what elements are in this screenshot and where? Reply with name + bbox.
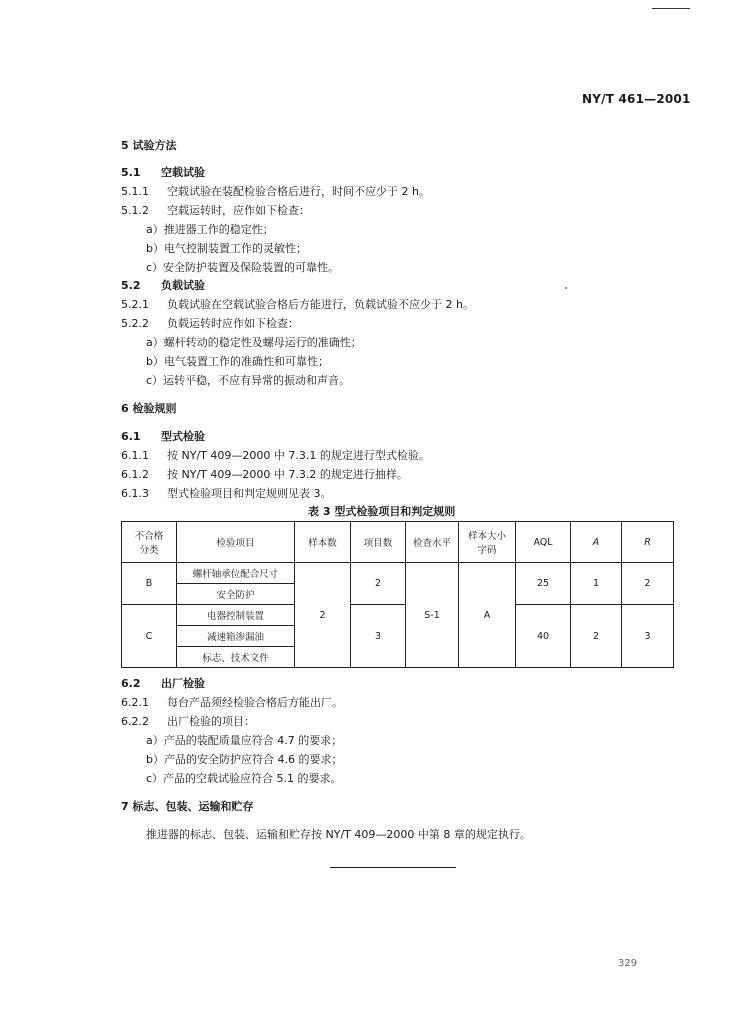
header-text: 不合格 [134, 531, 164, 542]
table-cell-item: 标志、技术文件 [177, 647, 295, 668]
table-cell-ac: 1 [571, 563, 622, 605]
clause-number: 5.2.2 [121, 317, 149, 330]
class-b: B [122, 563, 177, 605]
section-heading: 出厂检验 [161, 677, 205, 690]
list-item: a）产品的装配质量应符合 4.7 的要求； [146, 734, 343, 747]
clause-number: 6.2.1 [121, 696, 149, 709]
section-7-title: 7 标志、包装、运输和贮存 [121, 800, 254, 813]
scan-speck [565, 287, 567, 289]
clause-text: 按 NY/T 409—2000 中 7.3.1 的规定进行型式检验。 [167, 449, 430, 462]
table-cell-code: A [459, 563, 516, 668]
table-cell-level: S-1 [406, 563, 459, 668]
header-inspection-level: 检查水平 [406, 522, 459, 563]
clause-number: 5.1.2 [121, 204, 149, 217]
clause-text: 型式检验项目和判定规则见表 3。 [167, 487, 332, 500]
standard-code: NY/T 461—2001 [582, 92, 691, 106]
header-ac: A [571, 522, 622, 563]
section-5-title: 5 试验方法 [121, 139, 177, 152]
section-5-2 [121, 277, 205, 293]
list-item: b）电气控制装置工作的灵敏性； [146, 242, 307, 255]
table-cell-item: 减速箱渗漏油 [177, 626, 295, 647]
table-cell-count: 2 [351, 563, 406, 605]
section-heading: 型式检验 [161, 430, 205, 443]
page-number: 329 [618, 958, 638, 969]
clause-5-1-1 [121, 183, 430, 199]
clause-number: 6.1.1 [121, 449, 149, 462]
clause-text: 空载运转时，应作如下检查： [167, 204, 310, 217]
clause-6-1-1 [121, 447, 430, 463]
table-caption: 表 3 型式检验项目和判定规则 [308, 505, 456, 518]
clause-6-2-1 [121, 694, 343, 710]
table-cell-item: 螺杆轴承位配合尺寸 [177, 563, 295, 584]
section-number: 5.1 [121, 166, 141, 179]
header-defect-class [122, 522, 177, 563]
header-aql: AQL [516, 522, 571, 563]
clause-number: 6.2.2 [121, 715, 149, 728]
section-number: 6.2 [121, 677, 141, 690]
clause-5-2-1 [121, 296, 474, 312]
header-re: R [622, 522, 674, 563]
table-cell-aql: 40 [516, 605, 571, 668]
section-number: 6.1 [121, 430, 141, 443]
header-text: 字码 [477, 545, 497, 556]
inspection-table [121, 521, 674, 668]
header-item-count: 项目数 [351, 522, 406, 563]
header-sample-code [459, 522, 516, 563]
section-6-title: 6 检验规则 [121, 402, 177, 415]
table-cell-count: 3 [351, 605, 406, 668]
clause-number: 6.1.2 [121, 468, 149, 481]
list-item: c）产品的空载试验应符合 5.1 的要求。 [146, 772, 342, 785]
section-7-text: 推进器的标志、包装、运输和贮存按 NY/T 409—2000 中第 8 章的规定执行。 [146, 828, 531, 841]
header-text: 分类 [139, 545, 159, 556]
table-cell-re: 2 [622, 563, 674, 605]
clause-text: 出厂检验的项目： [167, 715, 255, 728]
clause-6-2-2 [121, 713, 255, 729]
clause-5-2-2 [121, 315, 299, 331]
list-item: a）推进器工作的稳定性； [146, 223, 274, 236]
table-cell-re: 3 [622, 605, 674, 668]
class-c: C [122, 605, 177, 668]
section-6-2 [121, 675, 205, 691]
section-number: 5.2 [121, 279, 141, 292]
clause-5-1-2 [121, 202, 310, 218]
list-item: c）安全防护装置及保险装置的可靠性。 [146, 261, 340, 274]
list-item: a）螺杆转动的稳定性及螺母运行的准确性； [146, 336, 362, 349]
clause-text: 按 NY/T 409—2000 中 7.3.2 的规定进行抽样。 [167, 468, 408, 481]
list-item: c）运转平稳，不应有异常的振动和声音。 [146, 374, 351, 387]
section-6-1 [121, 428, 205, 444]
clause-6-1-2 [121, 466, 408, 482]
table-cell-ac: 2 [571, 605, 622, 668]
table-cell-item: 安全防护 [177, 584, 295, 605]
clause-number: 5.2.1 [121, 298, 149, 311]
section-heading: 空载试验 [161, 166, 205, 179]
section-5-1 [121, 164, 205, 180]
clause-number: 5.1.1 [121, 185, 149, 198]
clause-number: 6.1.3 [121, 487, 149, 500]
section-heading: 负载试验 [161, 279, 205, 292]
table-cell-item: 电器控制装置 [177, 605, 295, 626]
header-text: 样本大小 [467, 531, 506, 542]
table-cell-sample: 2 [295, 563, 351, 668]
header-sample-size: 样本数 [295, 522, 351, 563]
clause-text: 负载试验在空载试验合格后方能进行，负载试验不应少于 2 h。 [167, 298, 474, 311]
header-inspection-item: 检验项目 [177, 522, 295, 563]
table-cell-aql: 25 [516, 563, 571, 605]
clause-text: 负载运转时应作如下检查： [167, 317, 299, 330]
clause-6-1-3 [121, 485, 332, 501]
clause-text: 每台产品须经检验合格后方能出厂。 [167, 696, 343, 709]
clause-text: 空载试验在装配检验合格后进行，时间不应少于 2 h。 [167, 185, 430, 198]
list-item: b）产品的安全防护应符合 4.6 的要求； [146, 753, 343, 766]
end-rule [330, 867, 456, 868]
list-item: b）电气装置工作的准确性和可靠性； [146, 355, 329, 368]
top-rule [652, 8, 690, 9]
